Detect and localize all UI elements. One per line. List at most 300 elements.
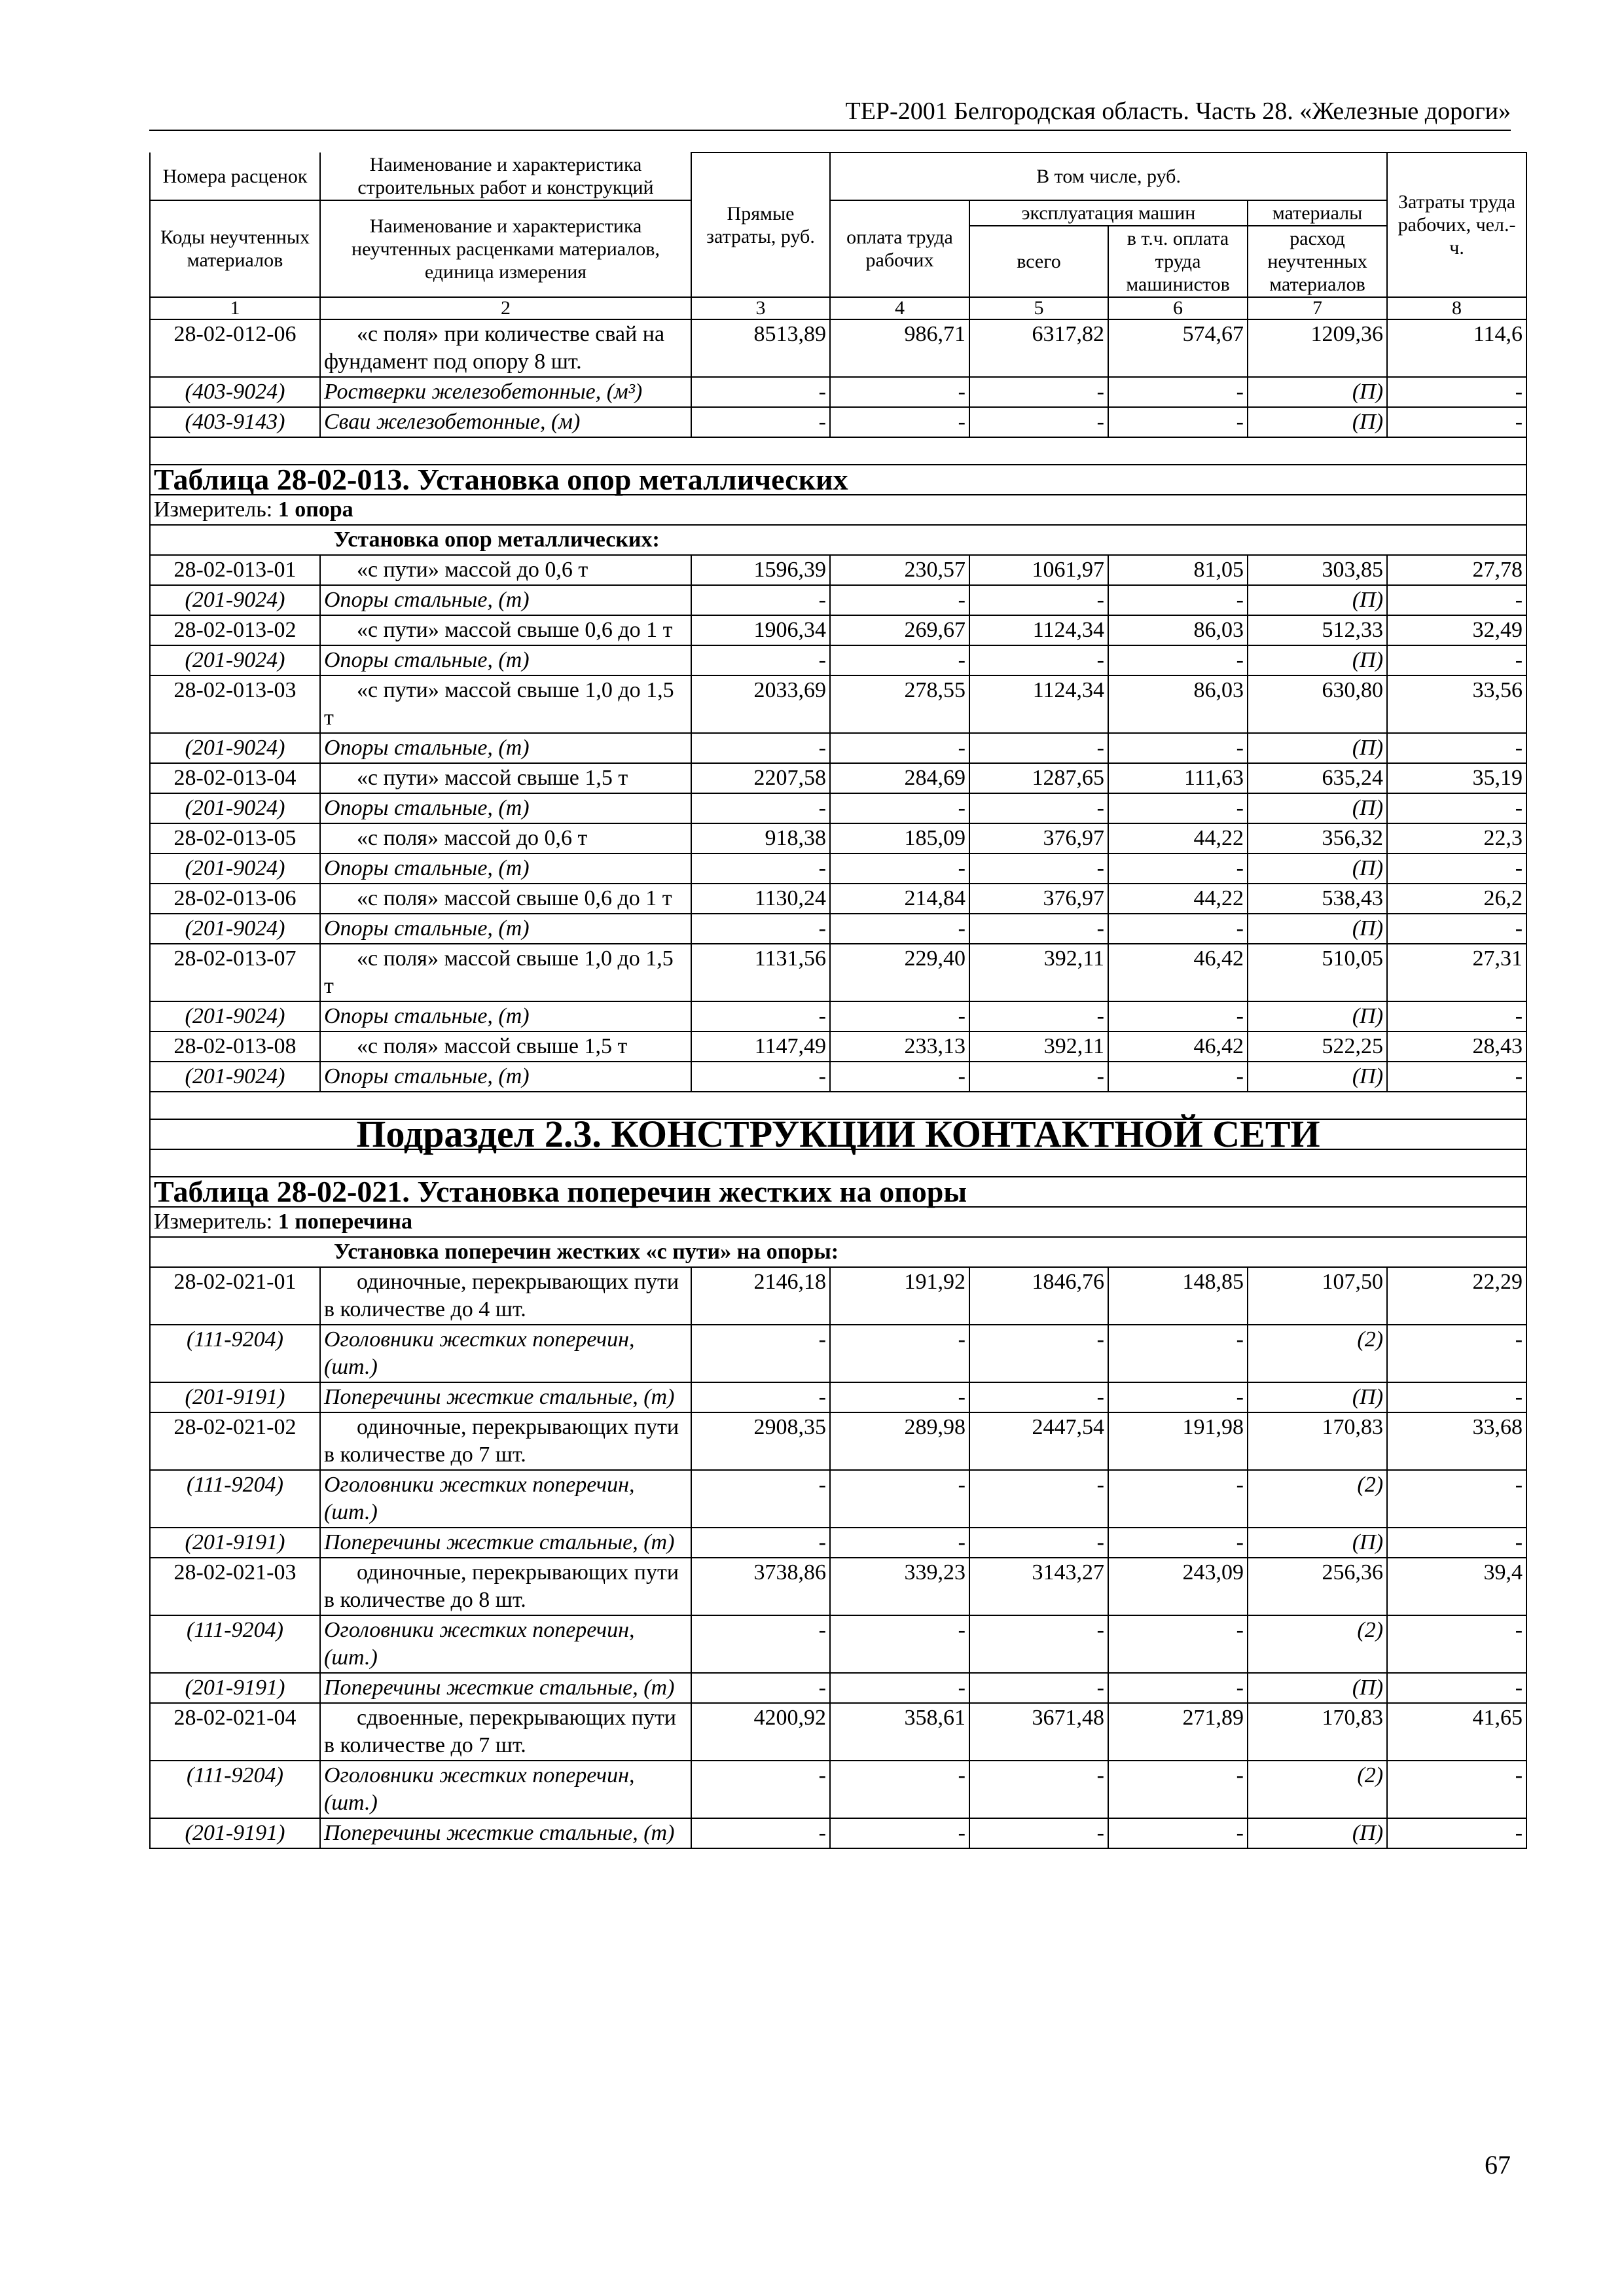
table-title-021: Таблица 28-02-021. Установка поперечин жестких на опоры: [150, 1177, 1526, 1207]
direct-cost-cell: 2207,58: [691, 763, 830, 793]
col-header-ekspluatatsiya: эксплуатация машин: [969, 200, 1248, 226]
description-cell: «с пути» массой свыше 1,0 до 1,5 т: [320, 675, 691, 733]
machine-total-cell: -: [969, 1325, 1108, 1382]
direct-cost-cell: -: [691, 1615, 830, 1673]
machinist-pay-cell: 86,03: [1108, 615, 1248, 645]
rate-row: [150, 615, 1526, 645]
machine-total-cell: -: [969, 1673, 1108, 1703]
direct-cost-cell: -: [691, 733, 830, 763]
code-cell: (201-9191): [150, 1673, 320, 1703]
description-cell: Оголовники жестких поперечин, (шт.): [320, 1325, 691, 1382]
direct-cost-cell: -: [691, 1761, 830, 1818]
machine-total-cell: -: [969, 1818, 1108, 1848]
col-header-naimenovanie-neuch: Наименование и характеристика неучтенных расценками материалов, единица измерения: [320, 200, 691, 297]
material-row: [150, 585, 1526, 615]
direct-cost-cell: 1130,24: [691, 884, 830, 914]
labor-hours-cell: -: [1387, 377, 1526, 407]
code-cell: 28-02-013-01: [150, 555, 320, 585]
direct-cost-cell: -: [691, 1062, 830, 1092]
code-cell: 28-02-012-06: [150, 319, 320, 377]
material-row: [150, 1062, 1526, 1092]
machinist-pay-cell: -: [1108, 377, 1248, 407]
direct-cost-cell: -: [691, 645, 830, 675]
direct-cost-cell: 2908,35: [691, 1412, 830, 1470]
description-cell: «с пути» массой свыше 0,6 до 1 т: [320, 615, 691, 645]
col-header-rashod: расход неучтенных материалов: [1248, 226, 1387, 297]
materials-cell: 170,83: [1248, 1412, 1387, 1470]
rate-row: [150, 823, 1526, 853]
direct-cost-cell: 1131,56: [691, 944, 830, 1001]
labor-hours-cell: -: [1387, 793, 1526, 823]
materials-cell: (П): [1248, 1001, 1387, 1031]
machinist-pay-cell: -: [1108, 1818, 1248, 1848]
materials-cell: (П): [1248, 853, 1387, 884]
description-cell: Ростверки железобетонные, (м³): [320, 377, 691, 407]
machine-total-cell: 3143,27: [969, 1558, 1108, 1615]
description-cell: одиночные, перекрывающих пути в количестве до 7 шт.: [320, 1412, 691, 1470]
direct-cost-cell: -: [691, 1001, 830, 1031]
labor-pay-cell: 185,09: [830, 823, 969, 853]
col-header-kody: Коды неучтенных материалов: [150, 200, 320, 297]
labor-pay-cell: -: [830, 1325, 969, 1382]
material-row: [150, 1001, 1526, 1031]
col-number: 7: [1248, 297, 1387, 319]
machine-total-cell: 6317,82: [969, 319, 1108, 377]
machinist-pay-cell: -: [1108, 1062, 1248, 1092]
col-number: 8: [1387, 297, 1526, 319]
description-cell: Опоры стальные, (т): [320, 1001, 691, 1031]
description-cell: Опоры стальные, (т): [320, 793, 691, 823]
rate-row: [150, 1558, 1526, 1615]
rate-row: [150, 1267, 1526, 1325]
machine-total-cell: -: [969, 1470, 1108, 1528]
machine-total-cell: -: [969, 407, 1108, 437]
machine-total-cell: 1287,65: [969, 763, 1108, 793]
col-header-vtch: в т.ч. оплата труда машинистов: [1108, 226, 1248, 297]
machinist-pay-cell: -: [1108, 1528, 1248, 1558]
machinist-pay-cell: 44,22: [1108, 823, 1248, 853]
direct-cost-cell: -: [691, 793, 830, 823]
material-row: [150, 793, 1526, 823]
labor-hours-cell: 22,29: [1387, 1267, 1526, 1325]
labor-hours-cell: -: [1387, 1528, 1526, 1558]
labor-pay-cell: -: [830, 1062, 969, 1092]
direct-cost-cell: 1906,34: [691, 615, 830, 645]
materials-cell: 356,32: [1248, 823, 1387, 853]
machinist-pay-cell: -: [1108, 853, 1248, 884]
col-header-oplata: оплата труда рабочих: [830, 200, 969, 297]
labor-pay-cell: -: [830, 645, 969, 675]
col-header-zatraty: Затраты труда рабочих, чел.-ч.: [1387, 152, 1526, 297]
material-row: [150, 407, 1526, 437]
materials-cell: (П): [1248, 1062, 1387, 1092]
direct-cost-cell: -: [691, 914, 830, 944]
machine-total-cell: 1124,34: [969, 675, 1108, 733]
description-cell: Оголовники жестких поперечин, (шт.): [320, 1470, 691, 1528]
materials-cell: (П): [1248, 914, 1387, 944]
machinist-pay-cell: -: [1108, 585, 1248, 615]
rate-row: [150, 555, 1526, 585]
description-cell: «с пути» массой до 0,6 т: [320, 555, 691, 585]
machine-total-cell: 392,11: [969, 1031, 1108, 1062]
machinist-pay-cell: -: [1108, 645, 1248, 675]
material-row: [150, 1382, 1526, 1412]
rates-table: [149, 152, 1527, 1849]
machine-total-cell: -: [969, 645, 1108, 675]
code-cell: (201-9024): [150, 585, 320, 615]
machinist-pay-cell: 111,63: [1108, 763, 1248, 793]
machine-total-cell: -: [969, 1001, 1108, 1031]
direct-cost-cell: 3738,86: [691, 1558, 830, 1615]
labor-pay-cell: 284,69: [830, 763, 969, 793]
code-cell: (403-9024): [150, 377, 320, 407]
materials-cell: 303,85: [1248, 555, 1387, 585]
labor-hours-cell: 22,3: [1387, 823, 1526, 853]
machinist-pay-cell: -: [1108, 1615, 1248, 1673]
materials-cell: (П): [1248, 1382, 1387, 1412]
machinist-pay-cell: -: [1108, 1761, 1248, 1818]
direct-cost-cell: -: [691, 585, 830, 615]
materials-cell: (2): [1248, 1761, 1387, 1818]
description-cell: Поперечины жесткие стальные, (т): [320, 1673, 691, 1703]
rate-row: [150, 944, 1526, 1001]
code-cell: 28-02-021-03: [150, 1558, 320, 1615]
code-cell: (201-9024): [150, 853, 320, 884]
col-number: 5: [969, 297, 1108, 319]
table-header: [150, 152, 1526, 319]
machinist-pay-cell: -: [1108, 793, 1248, 823]
material-row: [150, 1818, 1526, 1848]
col-header-materialy: материалы: [1248, 200, 1387, 226]
labor-hours-cell: -: [1387, 407, 1526, 437]
description-cell: «с поля» массой до 0,6 т: [320, 823, 691, 853]
labor-hours-cell: -: [1387, 914, 1526, 944]
labor-hours-cell: 41,65: [1387, 1703, 1526, 1761]
machine-total-cell: -: [969, 1528, 1108, 1558]
description-cell: Оголовники жестких поперечин, (шт.): [320, 1615, 691, 1673]
material-row: [150, 1761, 1526, 1818]
description-cell: Опоры стальные, (т): [320, 733, 691, 763]
labor-hours-cell: 32,49: [1387, 615, 1526, 645]
material-row: [150, 1470, 1526, 1528]
materials-cell: 630,80: [1248, 675, 1387, 733]
machine-total-cell: -: [969, 1761, 1108, 1818]
labor-pay-cell: -: [830, 1673, 969, 1703]
machinist-pay-cell: 81,05: [1108, 555, 1248, 585]
direct-cost-cell: 2146,18: [691, 1267, 830, 1325]
materials-cell: 538,43: [1248, 884, 1387, 914]
col-header-vsego: всего: [969, 226, 1108, 297]
machine-total-cell: 376,97: [969, 823, 1108, 853]
machinist-pay-cell: -: [1108, 1001, 1248, 1031]
machine-total-cell: -: [969, 914, 1108, 944]
labor-pay-cell: 339,23: [830, 1558, 969, 1615]
machine-total-cell: -: [969, 585, 1108, 615]
labor-hours-cell: 114,6: [1387, 319, 1526, 377]
rate-row: [150, 763, 1526, 793]
labor-pay-cell: -: [830, 1470, 969, 1528]
labor-pay-cell: -: [830, 377, 969, 407]
materials-cell: (П): [1248, 1673, 1387, 1703]
labor-pay-cell: 214,84: [830, 884, 969, 914]
code-cell: (201-9024): [150, 1062, 320, 1092]
machinist-pay-cell: -: [1108, 1673, 1248, 1703]
col-number: 2: [320, 297, 691, 319]
code-cell: (111-9204): [150, 1761, 320, 1818]
labor-hours-cell: -: [1387, 853, 1526, 884]
rate-row: [150, 884, 1526, 914]
description-cell: Опоры стальные, (т): [320, 1062, 691, 1092]
direct-cost-cell: 8513,89: [691, 319, 830, 377]
machinist-pay-cell: -: [1108, 1382, 1248, 1412]
description-cell: Оголовники жестких поперечин, (шт.): [320, 1761, 691, 1818]
material-row: [150, 1615, 1526, 1673]
labor-pay-cell: 278,55: [830, 675, 969, 733]
rate-row: [150, 675, 1526, 733]
col-number: 4: [830, 297, 969, 319]
machine-total-cell: -: [969, 733, 1108, 763]
rate-row: [150, 319, 1526, 377]
machinist-pay-cell: -: [1108, 407, 1248, 437]
description-cell: «с поля» массой свыше 0,6 до 1 т: [320, 884, 691, 914]
description-cell: «с поля» при количестве свай на фундамент под опору 8 шт.: [320, 319, 691, 377]
labor-pay-cell: -: [830, 853, 969, 884]
labor-hours-cell: -: [1387, 1382, 1526, 1412]
measure-021: Измеритель: 1 поперечина: [150, 1207, 1526, 1237]
labor-hours-cell: 39,4: [1387, 1558, 1526, 1615]
direct-cost-cell: -: [691, 407, 830, 437]
labor-hours-cell: -: [1387, 1818, 1526, 1848]
labor-hours-cell: 35,19: [1387, 763, 1526, 793]
code-cell: 28-02-013-07: [150, 944, 320, 1001]
labor-hours-cell: -: [1387, 585, 1526, 615]
machine-total-cell: 2447,54: [969, 1412, 1108, 1470]
rate-row: [150, 1412, 1526, 1470]
group-header-013: Установка опор металлических:: [150, 525, 1526, 555]
machinist-pay-cell: -: [1108, 1325, 1248, 1382]
machine-total-cell: -: [969, 1382, 1108, 1412]
col-header-naimenovanie: Наименование и характеристика строительных работ и конструкций: [320, 152, 691, 200]
labor-hours-cell: -: [1387, 1001, 1526, 1031]
materials-cell: 512,33: [1248, 615, 1387, 645]
labor-hours-cell: -: [1387, 1761, 1526, 1818]
machinist-pay-cell: -: [1108, 733, 1248, 763]
machinist-pay-cell: 148,85: [1108, 1267, 1248, 1325]
labor-hours-cell: -: [1387, 1062, 1526, 1092]
machinist-pay-cell: 46,42: [1108, 944, 1248, 1001]
labor-hours-cell: -: [1387, 1325, 1526, 1382]
materials-cell: (П): [1248, 1528, 1387, 1558]
code-cell: (111-9204): [150, 1615, 320, 1673]
col-header-vtom: В том числе, руб.: [830, 152, 1387, 200]
code-cell: (201-9024): [150, 793, 320, 823]
machine-total-cell: -: [969, 853, 1108, 884]
labor-pay-cell: -: [830, 1761, 969, 1818]
labor-hours-cell: 33,56: [1387, 675, 1526, 733]
direct-cost-cell: -: [691, 853, 830, 884]
measure-013: Измеритель: 1 опора: [150, 495, 1526, 525]
code-cell: 28-02-021-02: [150, 1412, 320, 1470]
direct-cost-cell: -: [691, 1470, 830, 1528]
materials-cell: 510,05: [1248, 944, 1387, 1001]
direct-cost-cell: -: [691, 1673, 830, 1703]
material-row: [150, 1325, 1526, 1382]
machine-total-cell: 392,11: [969, 944, 1108, 1001]
machine-total-cell: 1061,97: [969, 555, 1108, 585]
direct-cost-cell: 4200,92: [691, 1703, 830, 1761]
rows-28-02-012: [150, 319, 1526, 437]
labor-pay-cell: 233,13: [830, 1031, 969, 1062]
labor-pay-cell: 229,40: [830, 944, 969, 1001]
material-row: [150, 1673, 1526, 1703]
labor-pay-cell: 289,98: [830, 1412, 969, 1470]
description-cell: Опоры стальные, (т): [320, 914, 691, 944]
description-cell: Опоры стальные, (т): [320, 645, 691, 675]
code-cell: 28-02-013-02: [150, 615, 320, 645]
direct-cost-cell: -: [691, 1325, 830, 1382]
col-number: 3: [691, 297, 830, 319]
labor-pay-cell: -: [830, 407, 969, 437]
code-cell: 28-02-013-05: [150, 823, 320, 853]
machine-total-cell: 376,97: [969, 884, 1108, 914]
description-cell: Поперечины жесткие стальные, (т): [320, 1528, 691, 1558]
direct-cost-cell: -: [691, 1382, 830, 1412]
code-cell: 28-02-021-04: [150, 1703, 320, 1761]
code-cell: 28-02-013-08: [150, 1031, 320, 1062]
labor-hours-cell: 27,31: [1387, 944, 1526, 1001]
labor-pay-cell: -: [830, 1001, 969, 1031]
materials-cell: (П): [1248, 1818, 1387, 1848]
machine-total-cell: 3671,48: [969, 1703, 1108, 1761]
materials-cell: (П): [1248, 585, 1387, 615]
labor-pay-cell: -: [830, 793, 969, 823]
code-cell: (201-9191): [150, 1528, 320, 1558]
labor-pay-cell: 191,92: [830, 1267, 969, 1325]
material-row: [150, 733, 1526, 763]
code-cell: 28-02-013-06: [150, 884, 320, 914]
labor-hours-cell: -: [1387, 1615, 1526, 1673]
machine-total-cell: -: [969, 1615, 1108, 1673]
material-row: [150, 377, 1526, 407]
material-row: [150, 1528, 1526, 1558]
labor-hours-cell: 33,68: [1387, 1412, 1526, 1470]
materials-cell: 170,83: [1248, 1703, 1387, 1761]
materials-cell: (П): [1248, 733, 1387, 763]
description-cell: одиночные, перекрывающих пути в количестве до 8 шт.: [320, 1558, 691, 1615]
labor-hours-cell: -: [1387, 1673, 1526, 1703]
rate-row: [150, 1703, 1526, 1761]
materials-cell: (П): [1248, 645, 1387, 675]
machinist-pay-cell: 86,03: [1108, 675, 1248, 733]
rows-28-02-021: [150, 1267, 1526, 1848]
labor-pay-cell: -: [830, 733, 969, 763]
materials-cell: 256,36: [1248, 1558, 1387, 1615]
labor-pay-cell: -: [830, 1528, 969, 1558]
labor-pay-cell: -: [830, 914, 969, 944]
labor-pay-cell: -: [830, 1818, 969, 1848]
materials-cell: 1209,36: [1248, 319, 1387, 377]
description-cell: одиночные, перекрывающих пути в количестве до 4 шт.: [320, 1267, 691, 1325]
description-cell: Опоры стальные, (т): [320, 585, 691, 615]
machine-total-cell: 1846,76: [969, 1267, 1108, 1325]
group-header-021: Установка поперечин жестких «с пути» на опоры:: [150, 1237, 1526, 1267]
direct-cost-cell: 2033,69: [691, 675, 830, 733]
labor-pay-cell: -: [830, 585, 969, 615]
code-cell: (111-9204): [150, 1325, 320, 1382]
code-cell: (201-9191): [150, 1818, 320, 1848]
subsection-title: Подраздел 2.3. КОНСТРУКЦИИ КОНТАКТНОЙ СЕТИ: [150, 1119, 1526, 1149]
direct-cost-cell: 918,38: [691, 823, 830, 853]
labor-pay-cell: 358,61: [830, 1703, 969, 1761]
code-cell: 28-02-013-03: [150, 675, 320, 733]
machinist-pay-cell: 191,98: [1108, 1412, 1248, 1470]
labor-pay-cell: 269,67: [830, 615, 969, 645]
materials-cell: (2): [1248, 1470, 1387, 1528]
code-cell: (201-9024): [150, 733, 320, 763]
direct-cost-cell: -: [691, 377, 830, 407]
materials-cell: (2): [1248, 1325, 1387, 1382]
machine-total-cell: 1124,34: [969, 615, 1108, 645]
description-cell: «с поля» массой свыше 1,0 до 1,5 т: [320, 944, 691, 1001]
machinist-pay-cell: 574,67: [1108, 319, 1248, 377]
col-number: 6: [1108, 297, 1248, 319]
materials-cell: 635,24: [1248, 763, 1387, 793]
labor-pay-cell: -: [830, 1382, 969, 1412]
code-cell: 28-02-021-01: [150, 1267, 320, 1325]
labor-hours-cell: 28,43: [1387, 1031, 1526, 1062]
code-cell: (201-9024): [150, 1001, 320, 1031]
materials-cell: (П): [1248, 407, 1387, 437]
labor-hours-cell: -: [1387, 1470, 1526, 1528]
code-cell: (111-9204): [150, 1470, 320, 1528]
direct-cost-cell: -: [691, 1528, 830, 1558]
materials-cell: 522,25: [1248, 1031, 1387, 1062]
labor-pay-cell: -: [830, 1615, 969, 1673]
machinist-pay-cell: 243,09: [1108, 1558, 1248, 1615]
machinist-pay-cell: 44,22: [1108, 884, 1248, 914]
description-cell: Поперечины жесткие стальные, (т): [320, 1818, 691, 1848]
labor-hours-cell: -: [1387, 645, 1526, 675]
table-title-013: Таблица 28-02-013. Установка опор металлических: [150, 465, 1526, 495]
machinist-pay-cell: -: [1108, 1470, 1248, 1528]
labor-pay-cell: 230,57: [830, 555, 969, 585]
direct-cost-cell: -: [691, 1818, 830, 1848]
col-number: 1: [150, 297, 320, 319]
material-row: [150, 853, 1526, 884]
materials-cell: (П): [1248, 377, 1387, 407]
material-row: [150, 914, 1526, 944]
col-header-pryamye: Прямые затраты, руб.: [691, 152, 830, 297]
description-cell: «с поля» массой свыше 1,5 т: [320, 1031, 691, 1062]
rows-28-02-013: [150, 555, 1526, 1092]
machinist-pay-cell: 46,42: [1108, 1031, 1248, 1062]
code-cell: 28-02-013-04: [150, 763, 320, 793]
table-013-heading: [150, 437, 1526, 555]
machinist-pay-cell: -: [1108, 914, 1248, 944]
description-cell: Опоры стальные, (т): [320, 853, 691, 884]
labor-pay-cell: 986,71: [830, 319, 969, 377]
labor-hours-cell: -: [1387, 733, 1526, 763]
code-cell: (403-9143): [150, 407, 320, 437]
labor-hours-cell: 27,78: [1387, 555, 1526, 585]
running-header: ТЕР-2001 Белгородская область. Часть 28. «Железные дороги»: [149, 96, 1511, 131]
description-cell: сдвоенные, перекрывающих пути в количестве до 7 шт.: [320, 1703, 691, 1761]
machine-total-cell: -: [969, 793, 1108, 823]
page-number: 67: [1485, 2150, 1511, 2179]
machine-total-cell: -: [969, 1062, 1108, 1092]
rate-row: [150, 1031, 1526, 1062]
description-cell: «с пути» массой свыше 1,5 т: [320, 763, 691, 793]
